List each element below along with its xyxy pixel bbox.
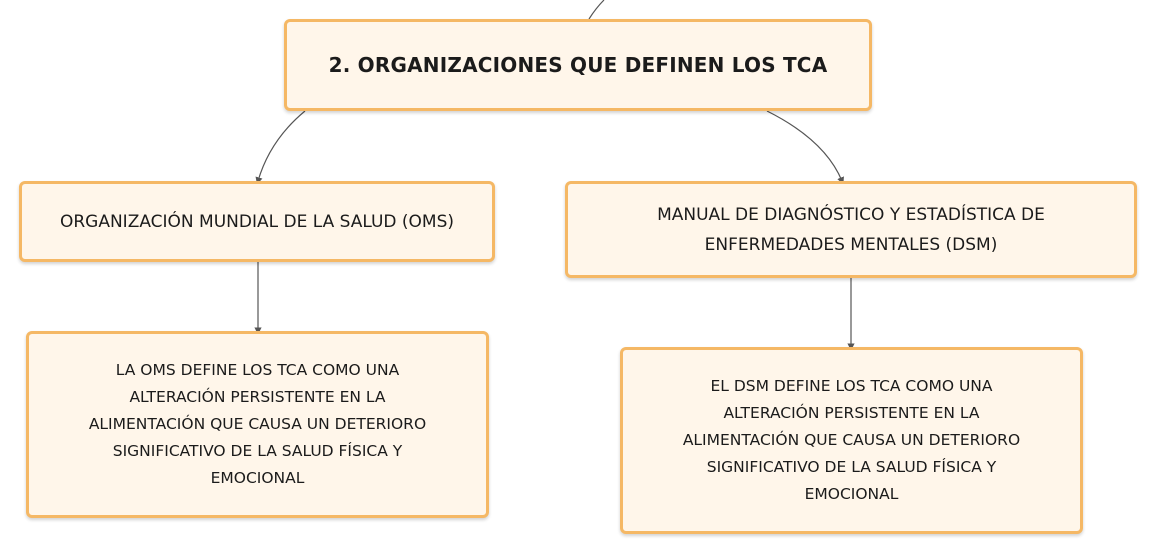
dsm-definition-text: EL DSM DEFINE LOS TCA COMO UNA ALTERACIÓN PERSISTENTE EN LA ALIMENTACIÓN QUE CAUSA UN DETERIORO SIGNIFICATIVO DE LA SALUD FÍSICA Y EMOCIONAL — [682, 377, 1021, 503]
connector-parent-to-root — [589, 0, 604, 19]
oms-definition-node[interactable] — [26, 331, 489, 518]
root-node[interactable] — [284, 19, 872, 111]
dsm-definition-node[interactable] — [620, 347, 1083, 534]
connector-root-to-dsm — [767, 111, 842, 181]
root-node-label: 2. ORGANIZACIONES QUE DEFINEN LOS TCA — [328, 53, 828, 77]
dsm-node[interactable] — [565, 181, 1137, 278]
oms-definition-text: LA OMS DEFINE LOS TCA COMO UNA ALTERACIÓN PERSISTENTE EN LA ALIMENTACIÓN QUE CAUSA UN DETERIORO SIGNIFICATIVO DE LA SALUD FÍSICA Y EMOCIONAL — [88, 361, 427, 487]
oms-node[interactable] — [19, 181, 495, 262]
connector-root-to-oms — [258, 111, 305, 181]
dsm-node-label: MANUAL DE DIAGNÓSTICO Y ESTADÍSTICA DE ENFERMEDADES MENTALES (DSM) — [657, 204, 1045, 255]
oms-node-label: ORGANIZACIÓN MUNDIAL DE LA SALUD (OMS) — [59, 211, 455, 232]
